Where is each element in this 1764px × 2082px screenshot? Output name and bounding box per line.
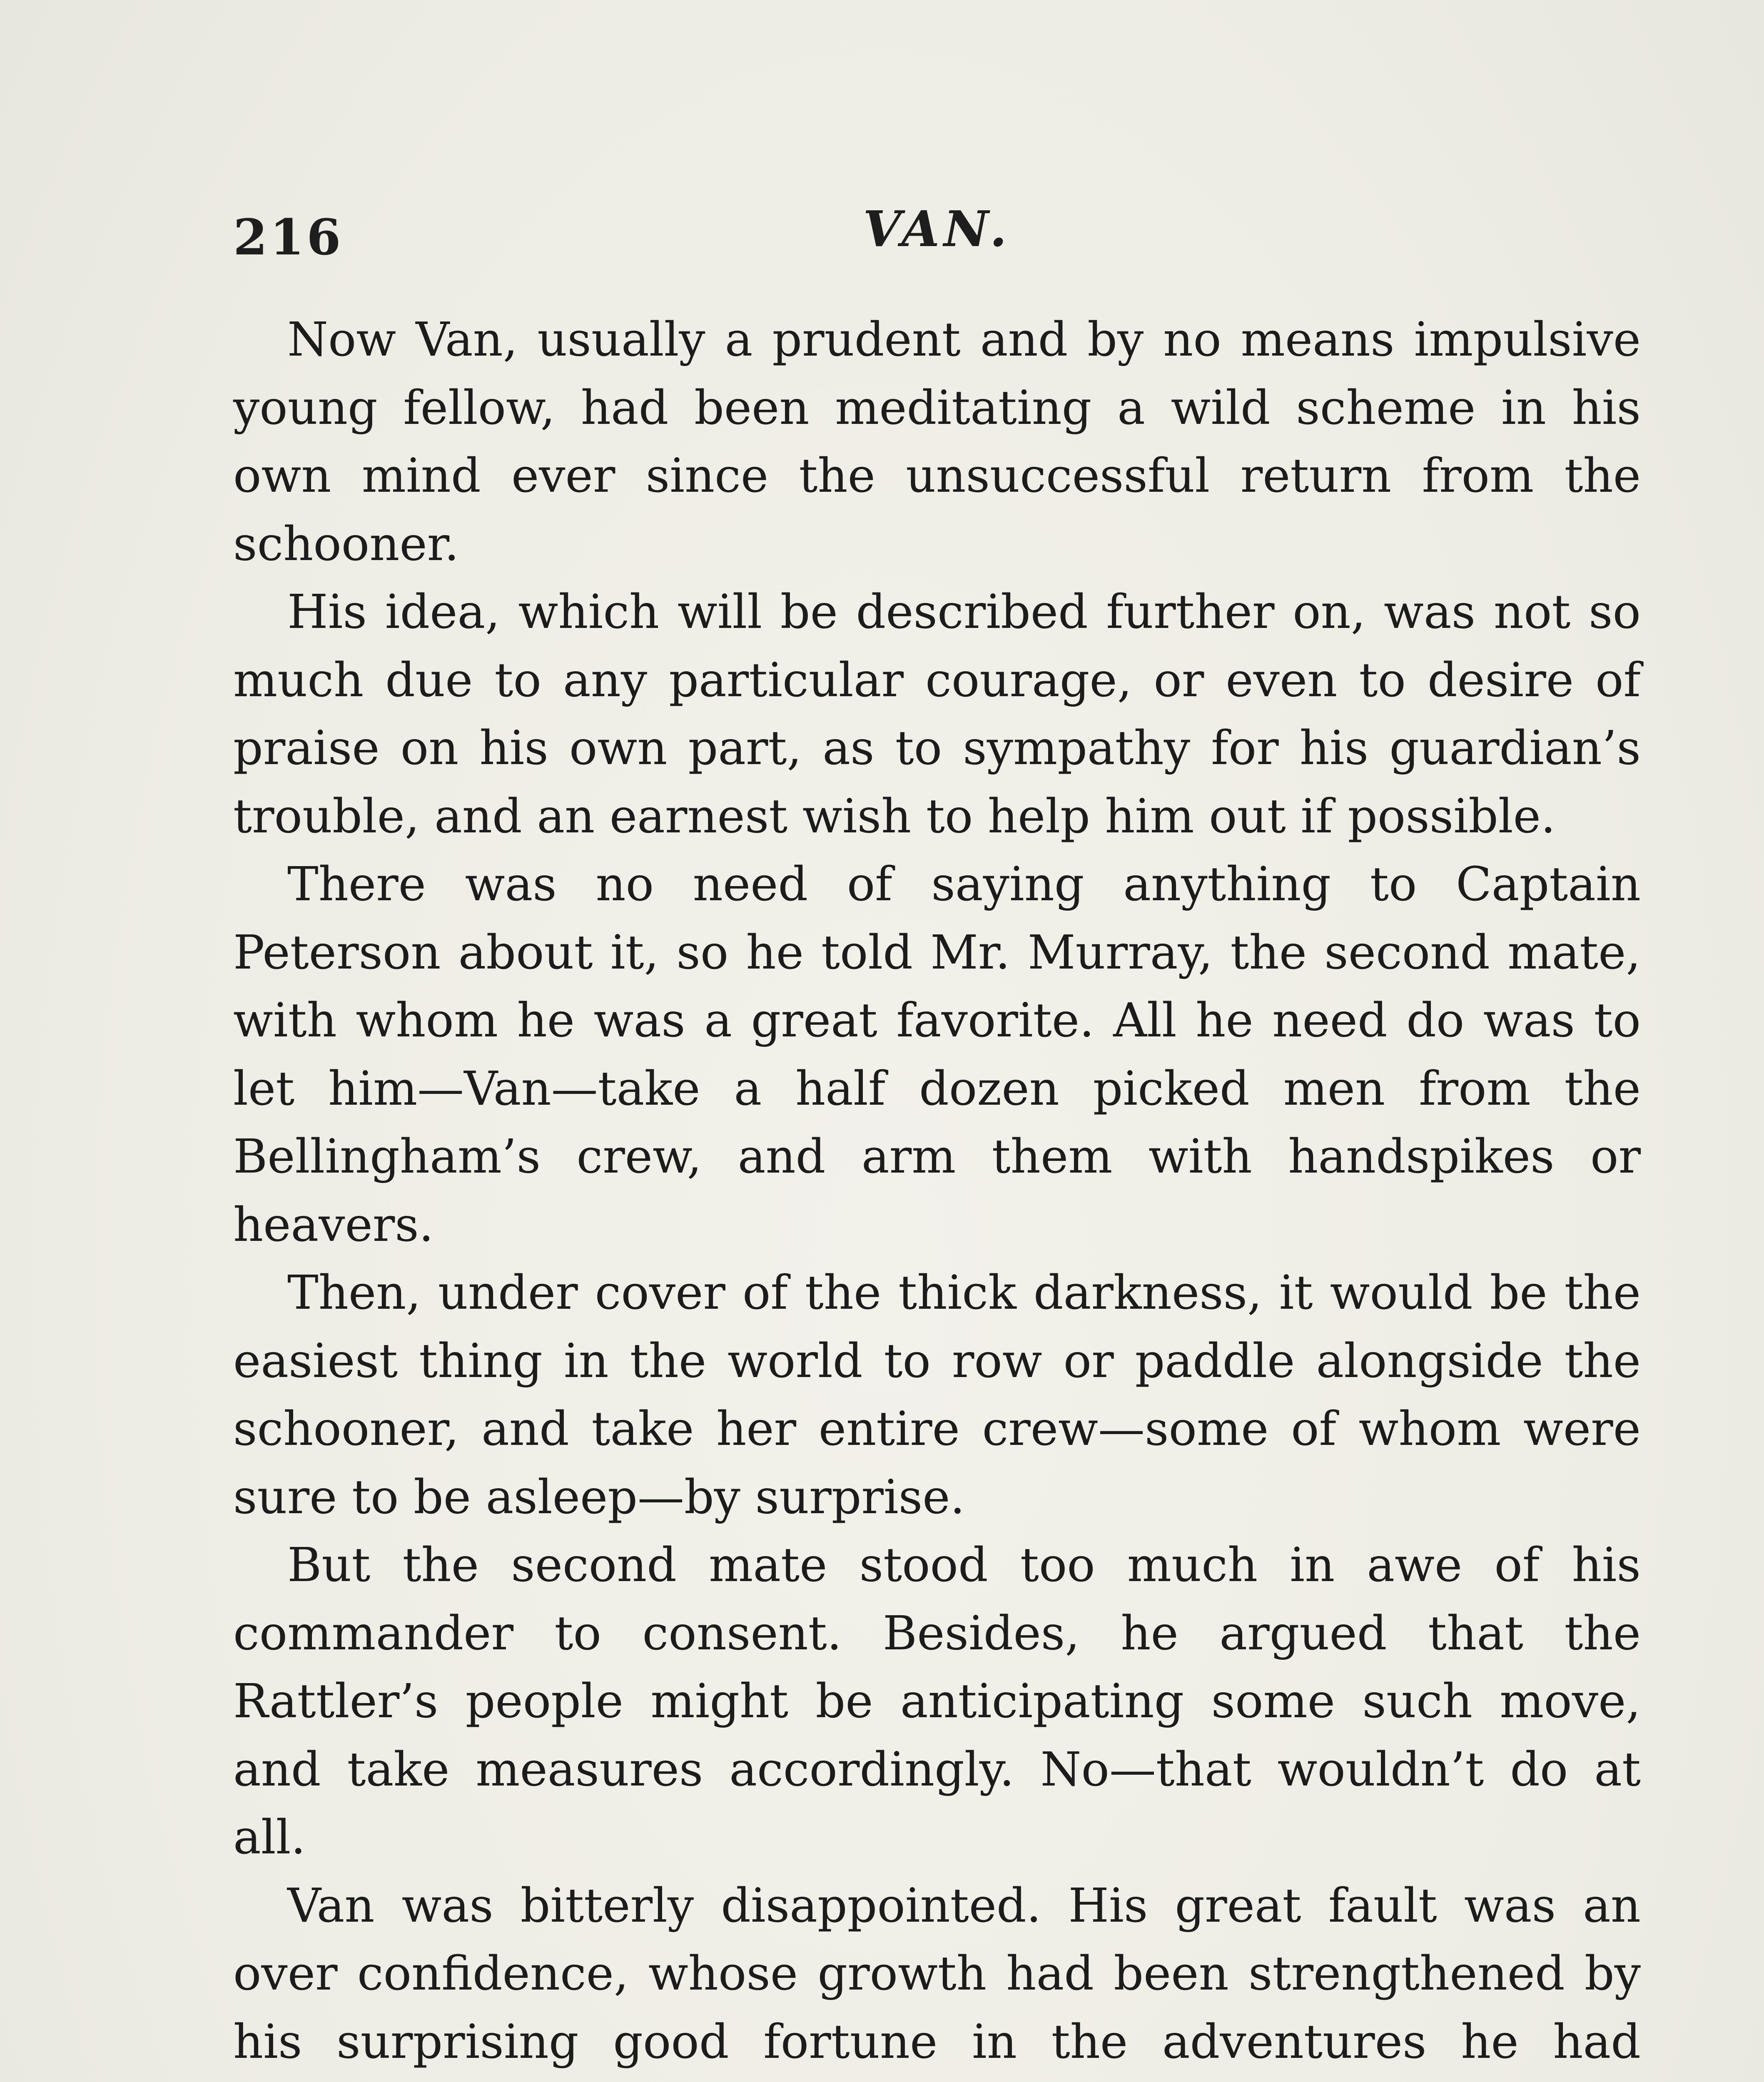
paragraph: There was no need of saying anything to Captain Peterson about it, so he told Mr. Murray, the second mate, with whom he was a great favorite. All he need do was to let him—Van—take a half dozen picked men from the Bellingham’s crew, and arm them with handspikes or heavers. <box>233 857 1641 1252</box>
paragraph: His idea, which will be described further on, was not so much due to any particular courage, or even to desire of praise on his own part, as to sympathy for his guardian’s trouble, and an earnest wish to help him out if possible. <box>233 585 1641 844</box>
page-header <box>233 200 1641 266</box>
body-text <box>233 306 1641 2082</box>
page-number: 216 <box>233 208 344 266</box>
paragraph: But the second mate stood too much in awe of his commander to consent. Besides, he argued that the Rattler’s people might be anticipating some such move, and take measures accordingly. No—that wouldn’t do at all. <box>233 1538 1641 1865</box>
paragraph: Van was bitterly disappointed. His great fault was an over confidence, whose growth had been strengthened by his surprising good fortune in the adventures he had <box>233 1878 1641 2069</box>
running-head: VAN. <box>863 200 1011 258</box>
paragraph: Then, under cover of the thick darkness, it would be the easiest thing in the world to row or paddle alongside the schooner, and take her entire crew—some of whom were sure to be asleep—by surprise. <box>233 1266 1641 1524</box>
paragraph: Now Van, usually a prudent and by no means impulsive young fellow, had been meditating a wild scheme in his own mind ever since the unsuccessful return from the schooner. <box>233 313 1641 571</box>
